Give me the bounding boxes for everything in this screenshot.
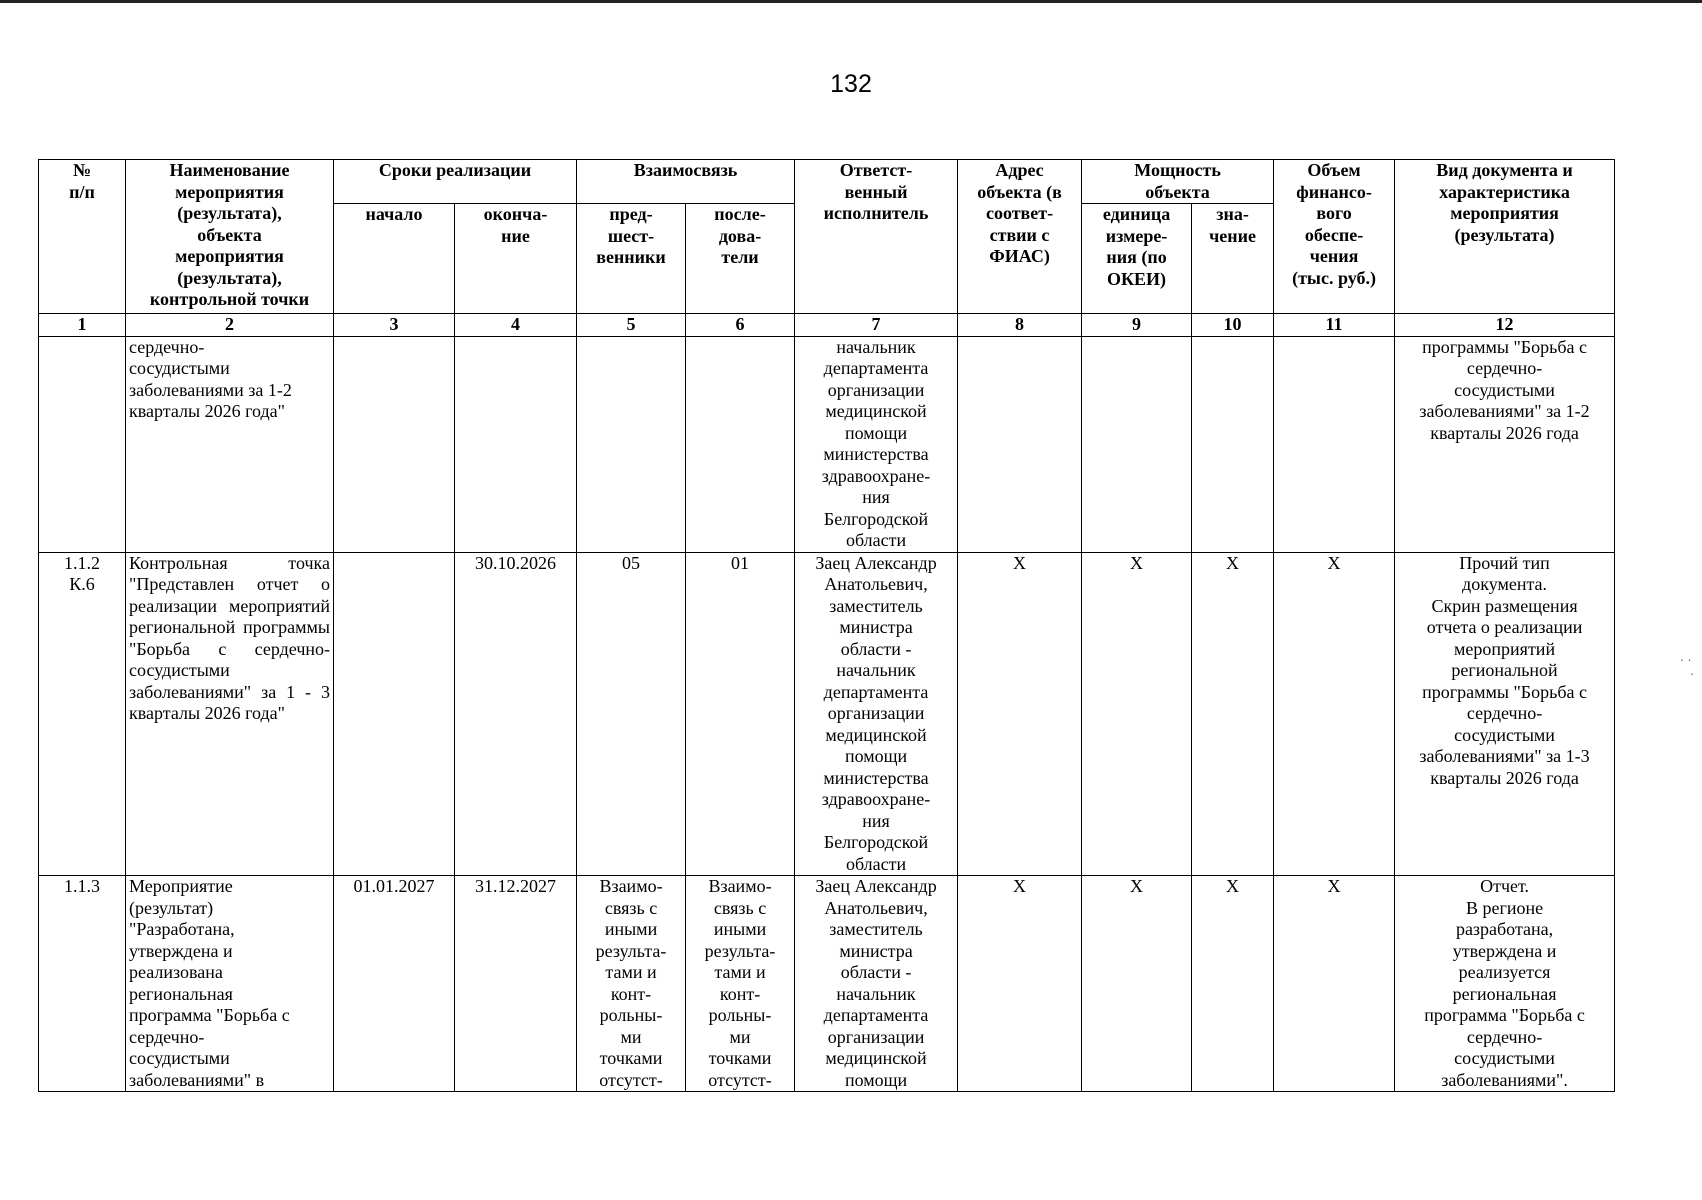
- cell-value: Х: [1192, 552, 1274, 876]
- column-number: 12: [1395, 314, 1615, 337]
- cell-predecessors: Взаимо- связь с иными результа- тами и конт- рольны- ми точками отсутст-: [577, 876, 686, 1092]
- column-number: 6: [686, 314, 795, 337]
- table-row: [39, 552, 1615, 876]
- cell-successors: 01: [686, 552, 795, 876]
- cell-successors: [686, 336, 795, 552]
- cell-name: Мероприятие (результат) "Разработана, утверждена и реализована региональная программа "Борьба с сердечно- сосудистыми заболеваниями" в: [126, 876, 334, 1092]
- column-number: 1: [39, 314, 126, 337]
- cell-num: 1.1.2 К.6: [39, 552, 126, 876]
- header-row-1: [39, 160, 1615, 204]
- cell-unit: Х: [1082, 876, 1192, 1092]
- header-capacity: Мощность объекта: [1082, 160, 1274, 204]
- column-number: 2: [126, 314, 334, 337]
- header-unit: единица измере- ния (по ОКЕИ): [1082, 204, 1192, 314]
- cell-doc: Прочий тип документа. Скрин размещения отчета о реализации мероприятий региональной программы "Борьба с сердечно- сосудистыми заболеваниями" за 1-3 кварталы 2026 года: [1395, 552, 1615, 876]
- header-successors: после- дова- тели: [686, 204, 795, 314]
- column-number: 4: [455, 314, 577, 337]
- cell-end: 31.12.2027: [455, 876, 577, 1092]
- header-relation: Взаимосвязь: [577, 160, 795, 204]
- header-finance: Объем финансо- вого обеспе- чения (тыс. руб.): [1274, 160, 1395, 314]
- cell-name: Контрольная точка "Представлен отчет о реализации мероприятий региональной программы "Борьба с сердечно-сосудистыми заболеваниями" за 1 - 3 кварталы 2026 года": [126, 552, 334, 876]
- header-timing: Сроки реализации: [334, 160, 577, 204]
- cell-address: Х: [958, 552, 1082, 876]
- cell-unit: Х: [1082, 552, 1192, 876]
- header-name: Наименование мероприятия (результата), объекта мероприятия (результата), контрольной точки: [126, 160, 334, 314]
- cell-finance: Х: [1274, 552, 1395, 876]
- cell-value: [1192, 336, 1274, 552]
- cell-address: Х: [958, 876, 1082, 1092]
- column-number: 7: [795, 314, 958, 337]
- header-value: зна- чение: [1192, 204, 1274, 314]
- cell-name: сердечно- сосудистыми заболеваниями за 1-2 кварталы 2026 года": [126, 336, 334, 552]
- column-number: 8: [958, 314, 1082, 337]
- cell-num: 1.1.3: [39, 876, 126, 1092]
- header-num: № п/п: [39, 160, 126, 314]
- header-doc-type: Вид документа и характеристика мероприятия (результата): [1395, 160, 1615, 314]
- header-address: Адрес объекта (в соответ- ствии с ФИАС): [958, 160, 1082, 314]
- cell-num: [39, 336, 126, 552]
- cell-finance: [1274, 336, 1395, 552]
- cell-predecessors: 05: [577, 552, 686, 876]
- column-number: 11: [1274, 314, 1395, 337]
- column-number: 10: [1192, 314, 1274, 337]
- cell-responsible: Заец Александр Анатольевич, заместитель министра области - начальник департамента организации медицинской помощи министерства здравоохране- ния Белгородской области: [795, 552, 958, 876]
- scan-speck: . .: [1680, 650, 1692, 664]
- header-responsible: Ответст- венный исполнитель: [795, 160, 958, 314]
- cell-predecessors: [577, 336, 686, 552]
- column-numbers-row: [39, 314, 1615, 337]
- column-number: 5: [577, 314, 686, 337]
- plan-table: [38, 159, 1615, 1092]
- header-end: оконча- ние: [455, 204, 577, 314]
- page-number: 132: [830, 70, 872, 98]
- cell-doc: программы "Борьба с сердечно- сосудистыми заболеваниями" за 1-2 кварталы 2026 года: [1395, 336, 1615, 552]
- column-number: 9: [1082, 314, 1192, 337]
- table-row: [39, 336, 1615, 552]
- cell-start: 01.01.2027: [334, 876, 455, 1092]
- cell-start: [334, 552, 455, 876]
- scan-speck: .: [1690, 664, 1694, 678]
- cell-address: [958, 336, 1082, 552]
- cell-responsible: начальник департамента организации медицинской помощи министерства здравоохране- ния Белгородской области: [795, 336, 958, 552]
- cell-end: [455, 336, 577, 552]
- cell-doc: Отчет. В регионе разработана, утверждена и реализуется региональная программа "Борьба с сердечно- сосудистыми заболеваниями".: [1395, 876, 1615, 1092]
- scan-top-edge: [0, 0, 1702, 3]
- header-start: начало: [334, 204, 455, 314]
- cell-responsible: Заец Александр Анатольевич, заместитель министра области - начальник департамента организации медицинской помощи: [795, 876, 958, 1092]
- cell-successors: Взаимо- связь с иными результа- тами и конт- рольны- ми точками отсутст-: [686, 876, 795, 1092]
- cell-start: [334, 336, 455, 552]
- header-predecessors: пред- шест- венники: [577, 204, 686, 314]
- cell-unit: [1082, 336, 1192, 552]
- cell-end: 30.10.2026: [455, 552, 577, 876]
- table-row: [39, 876, 1615, 1092]
- column-number: 3: [334, 314, 455, 337]
- cell-finance: Х: [1274, 876, 1395, 1092]
- cell-value: Х: [1192, 876, 1274, 1092]
